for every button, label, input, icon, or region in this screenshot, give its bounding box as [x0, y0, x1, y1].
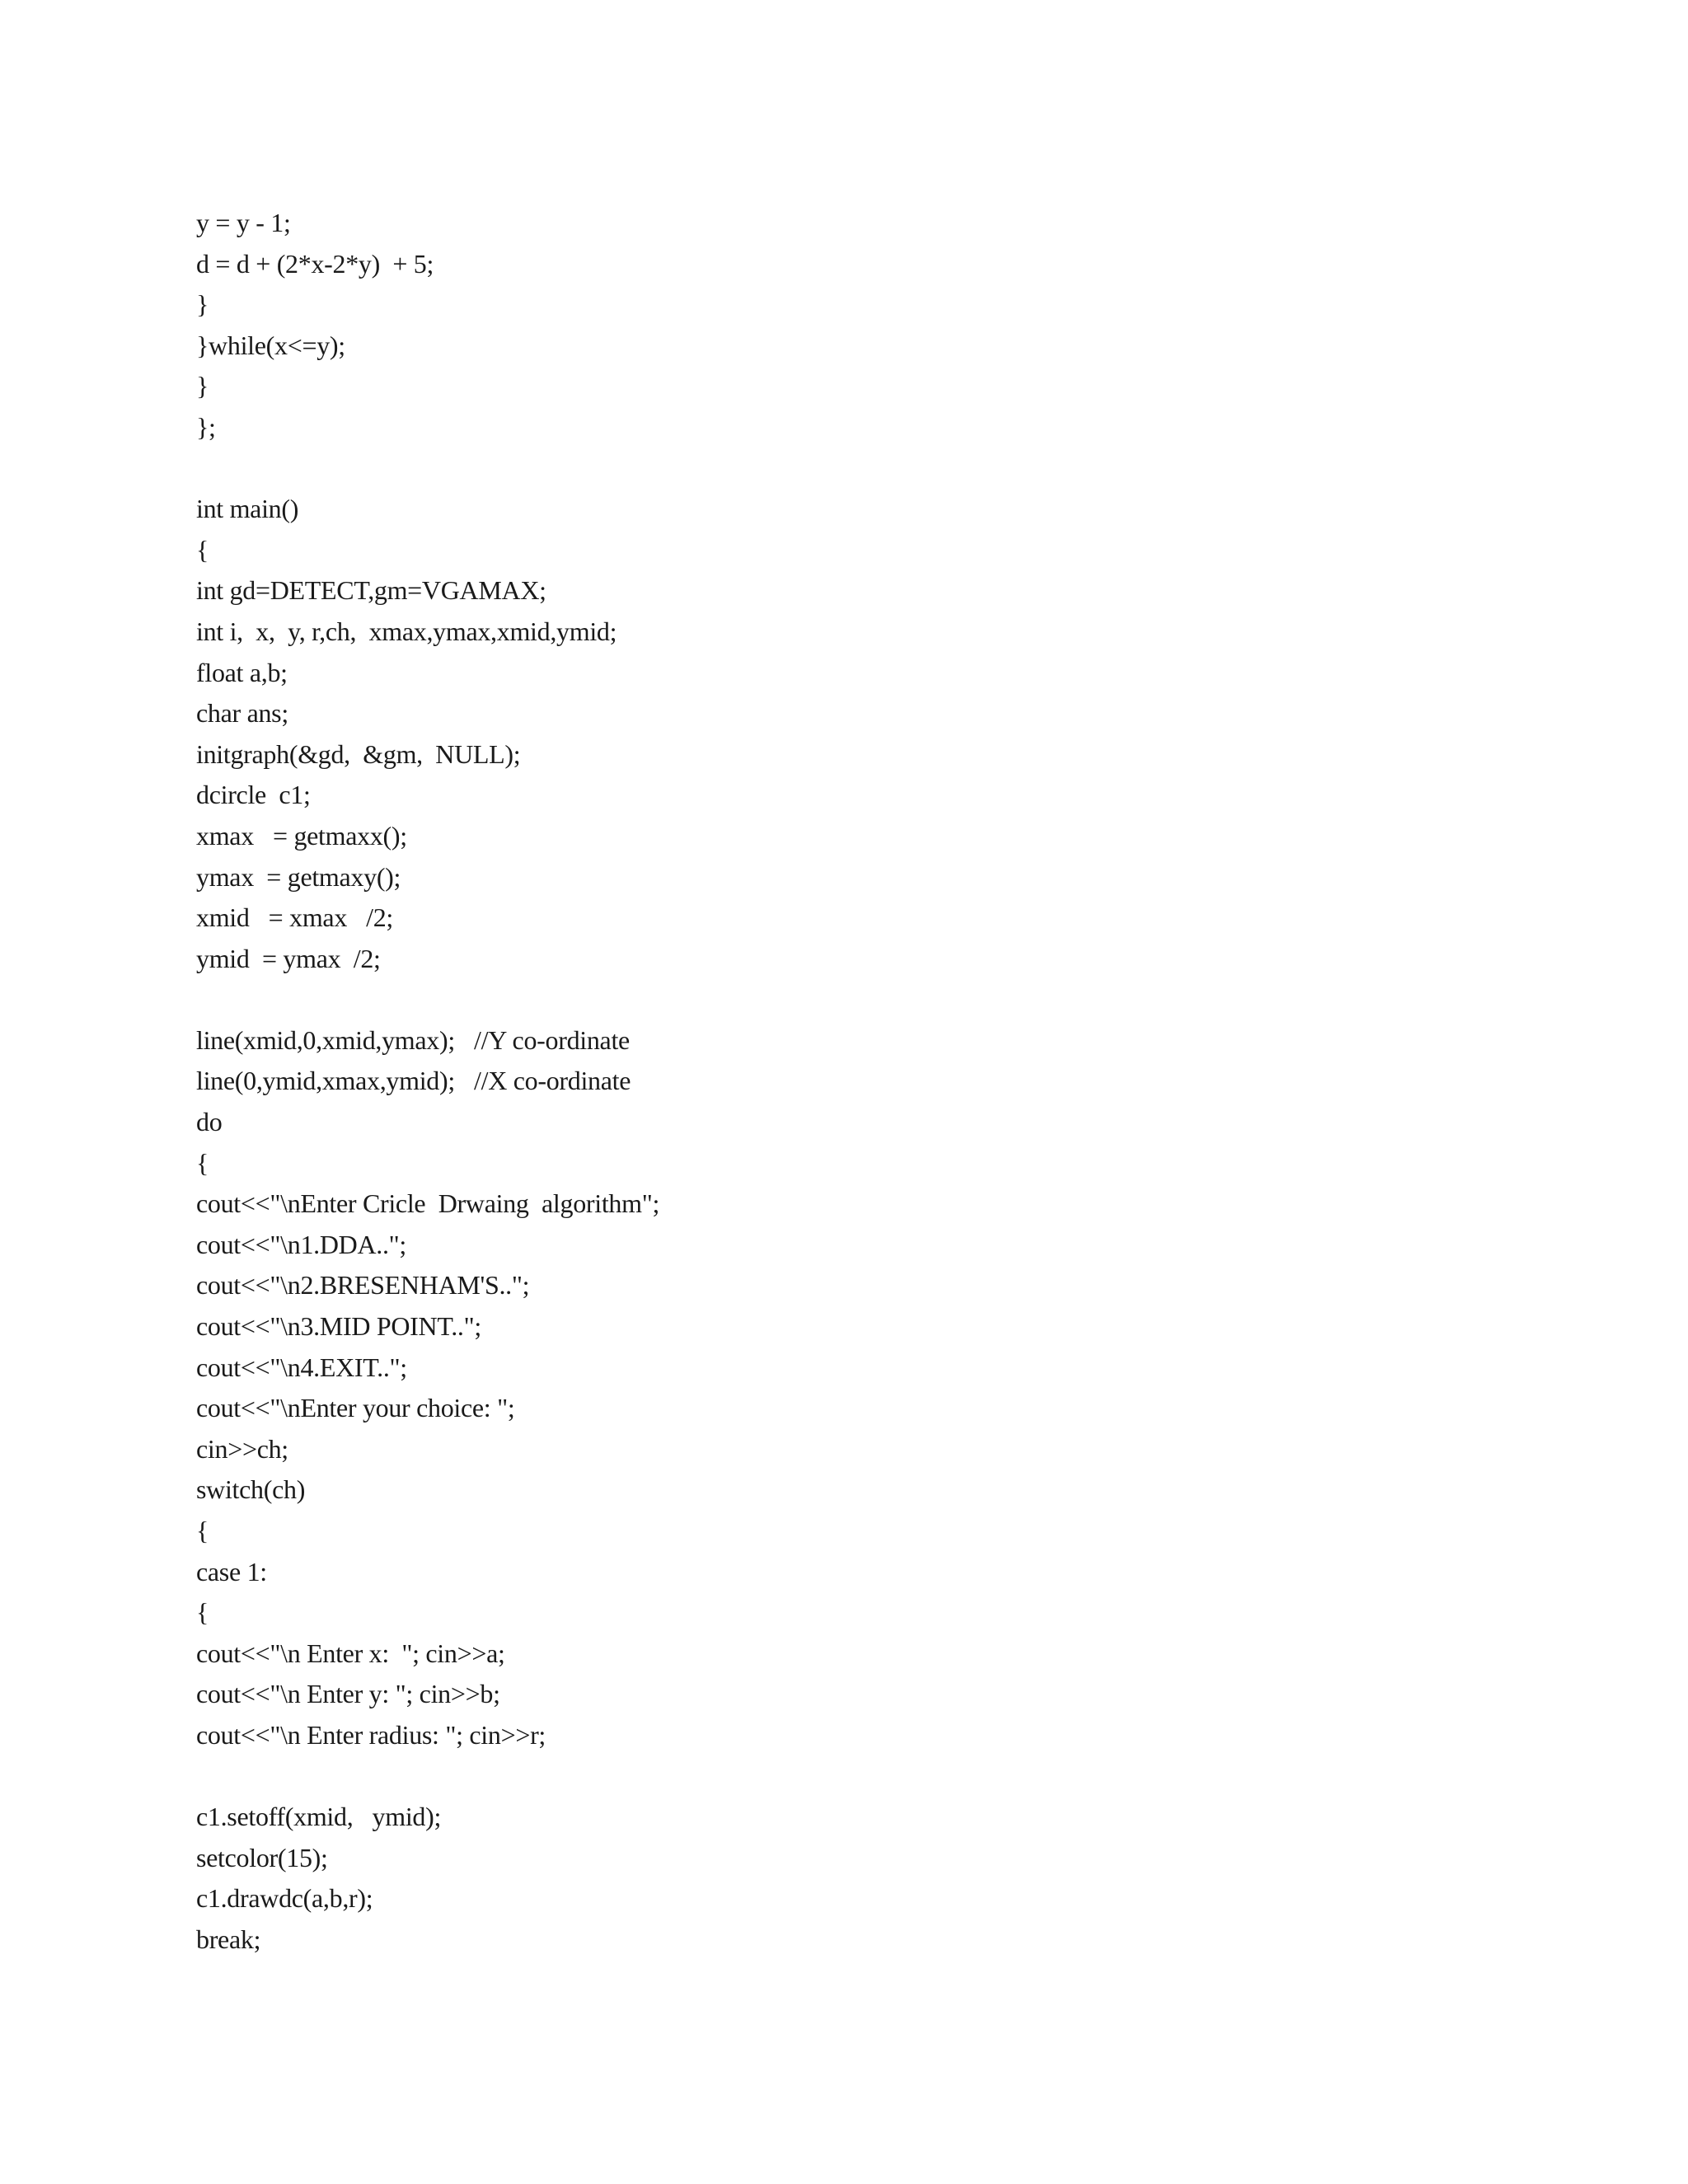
blank-line: [196, 1756, 1597, 1797]
code-line: y = y - 1;: [196, 208, 291, 237]
code-line: cout<<"\n3.MID POINT..";: [196, 1311, 481, 1342]
code-line: };: [196, 411, 216, 442]
code-line: d = d + (2*x-2*y) + 5;: [196, 248, 434, 279]
code-line: {: [196, 1147, 209, 1178]
code-line: do: [196, 1107, 223, 1137]
code-line: ymax = getmaxy();: [196, 861, 401, 892]
code-line: cout<<"\nEnter Cricle Drwaing algorithm";: [196, 1188, 660, 1219]
code-line: dcircle c1;: [196, 780, 311, 810]
code-line: cout<<"\n1.DDA..";: [196, 1229, 407, 1259]
code-line: }: [196, 289, 209, 320]
code-line: cout<<"\n2.BRESENHAM'S..";: [196, 1270, 530, 1301]
code-line: xmax = getmaxx();: [196, 820, 407, 851]
code-line: cout<<"\n Enter y: "; cin>>b;: [196, 1679, 500, 1709]
code-line: c1.drawdc(a,b,r);: [196, 1883, 373, 1914]
code-line: int gd=DETECT,gm=VGAMAX;: [196, 575, 546, 606]
code-line: {: [196, 1516, 209, 1545]
code-line: cout<<"\n Enter x: "; cin>>a;: [196, 1638, 505, 1668]
code-line: switch(ch): [196, 1474, 306, 1505]
code-line: float a,b;: [196, 657, 288, 687]
code-line: cout<<"\n4.EXIT..";: [196, 1352, 407, 1382]
code-line: char ans;: [196, 698, 288, 729]
code-line: {: [196, 1597, 209, 1628]
blank-line: [196, 979, 1597, 1020]
code-listing: [196, 203, 1597, 1961]
code-line: c1.setoff(xmid, ymid);: [196, 1802, 442, 1832]
code-line: xmid = xmax /2;: [196, 902, 394, 933]
code-line: ymid = ymax /2;: [196, 943, 381, 973]
code-line: break;: [196, 1924, 261, 1954]
code-line: cin>>ch;: [196, 1433, 288, 1464]
code-line: int i, x, y, r,ch, xmax,ymax,xmid,ymid;: [196, 616, 617, 646]
code-line: int main(): [196, 494, 299, 524]
code-line: line(xmid,0,xmid,ymax); //Y co-ordinate: [196, 1024, 630, 1055]
blank-line: [196, 448, 1597, 490]
code-line: }while(x<=y);: [196, 330, 345, 360]
code-line: {: [196, 534, 209, 565]
code-line: case 1:: [196, 1556, 267, 1586]
code-line: cout<<"\n Enter radius: "; cin>>r;: [196, 1719, 546, 1750]
code-line: initgraph(&gd, &gm, NULL);: [196, 738, 521, 769]
code-line: cout<<"\nEnter your choice: ";: [196, 1393, 515, 1423]
code-line: }: [196, 371, 209, 401]
code-line: setcolor(15);: [196, 1842, 328, 1872]
code-line: line(0,ymid,xmax,ymid); //X co-ordinate: [196, 1066, 631, 1096]
